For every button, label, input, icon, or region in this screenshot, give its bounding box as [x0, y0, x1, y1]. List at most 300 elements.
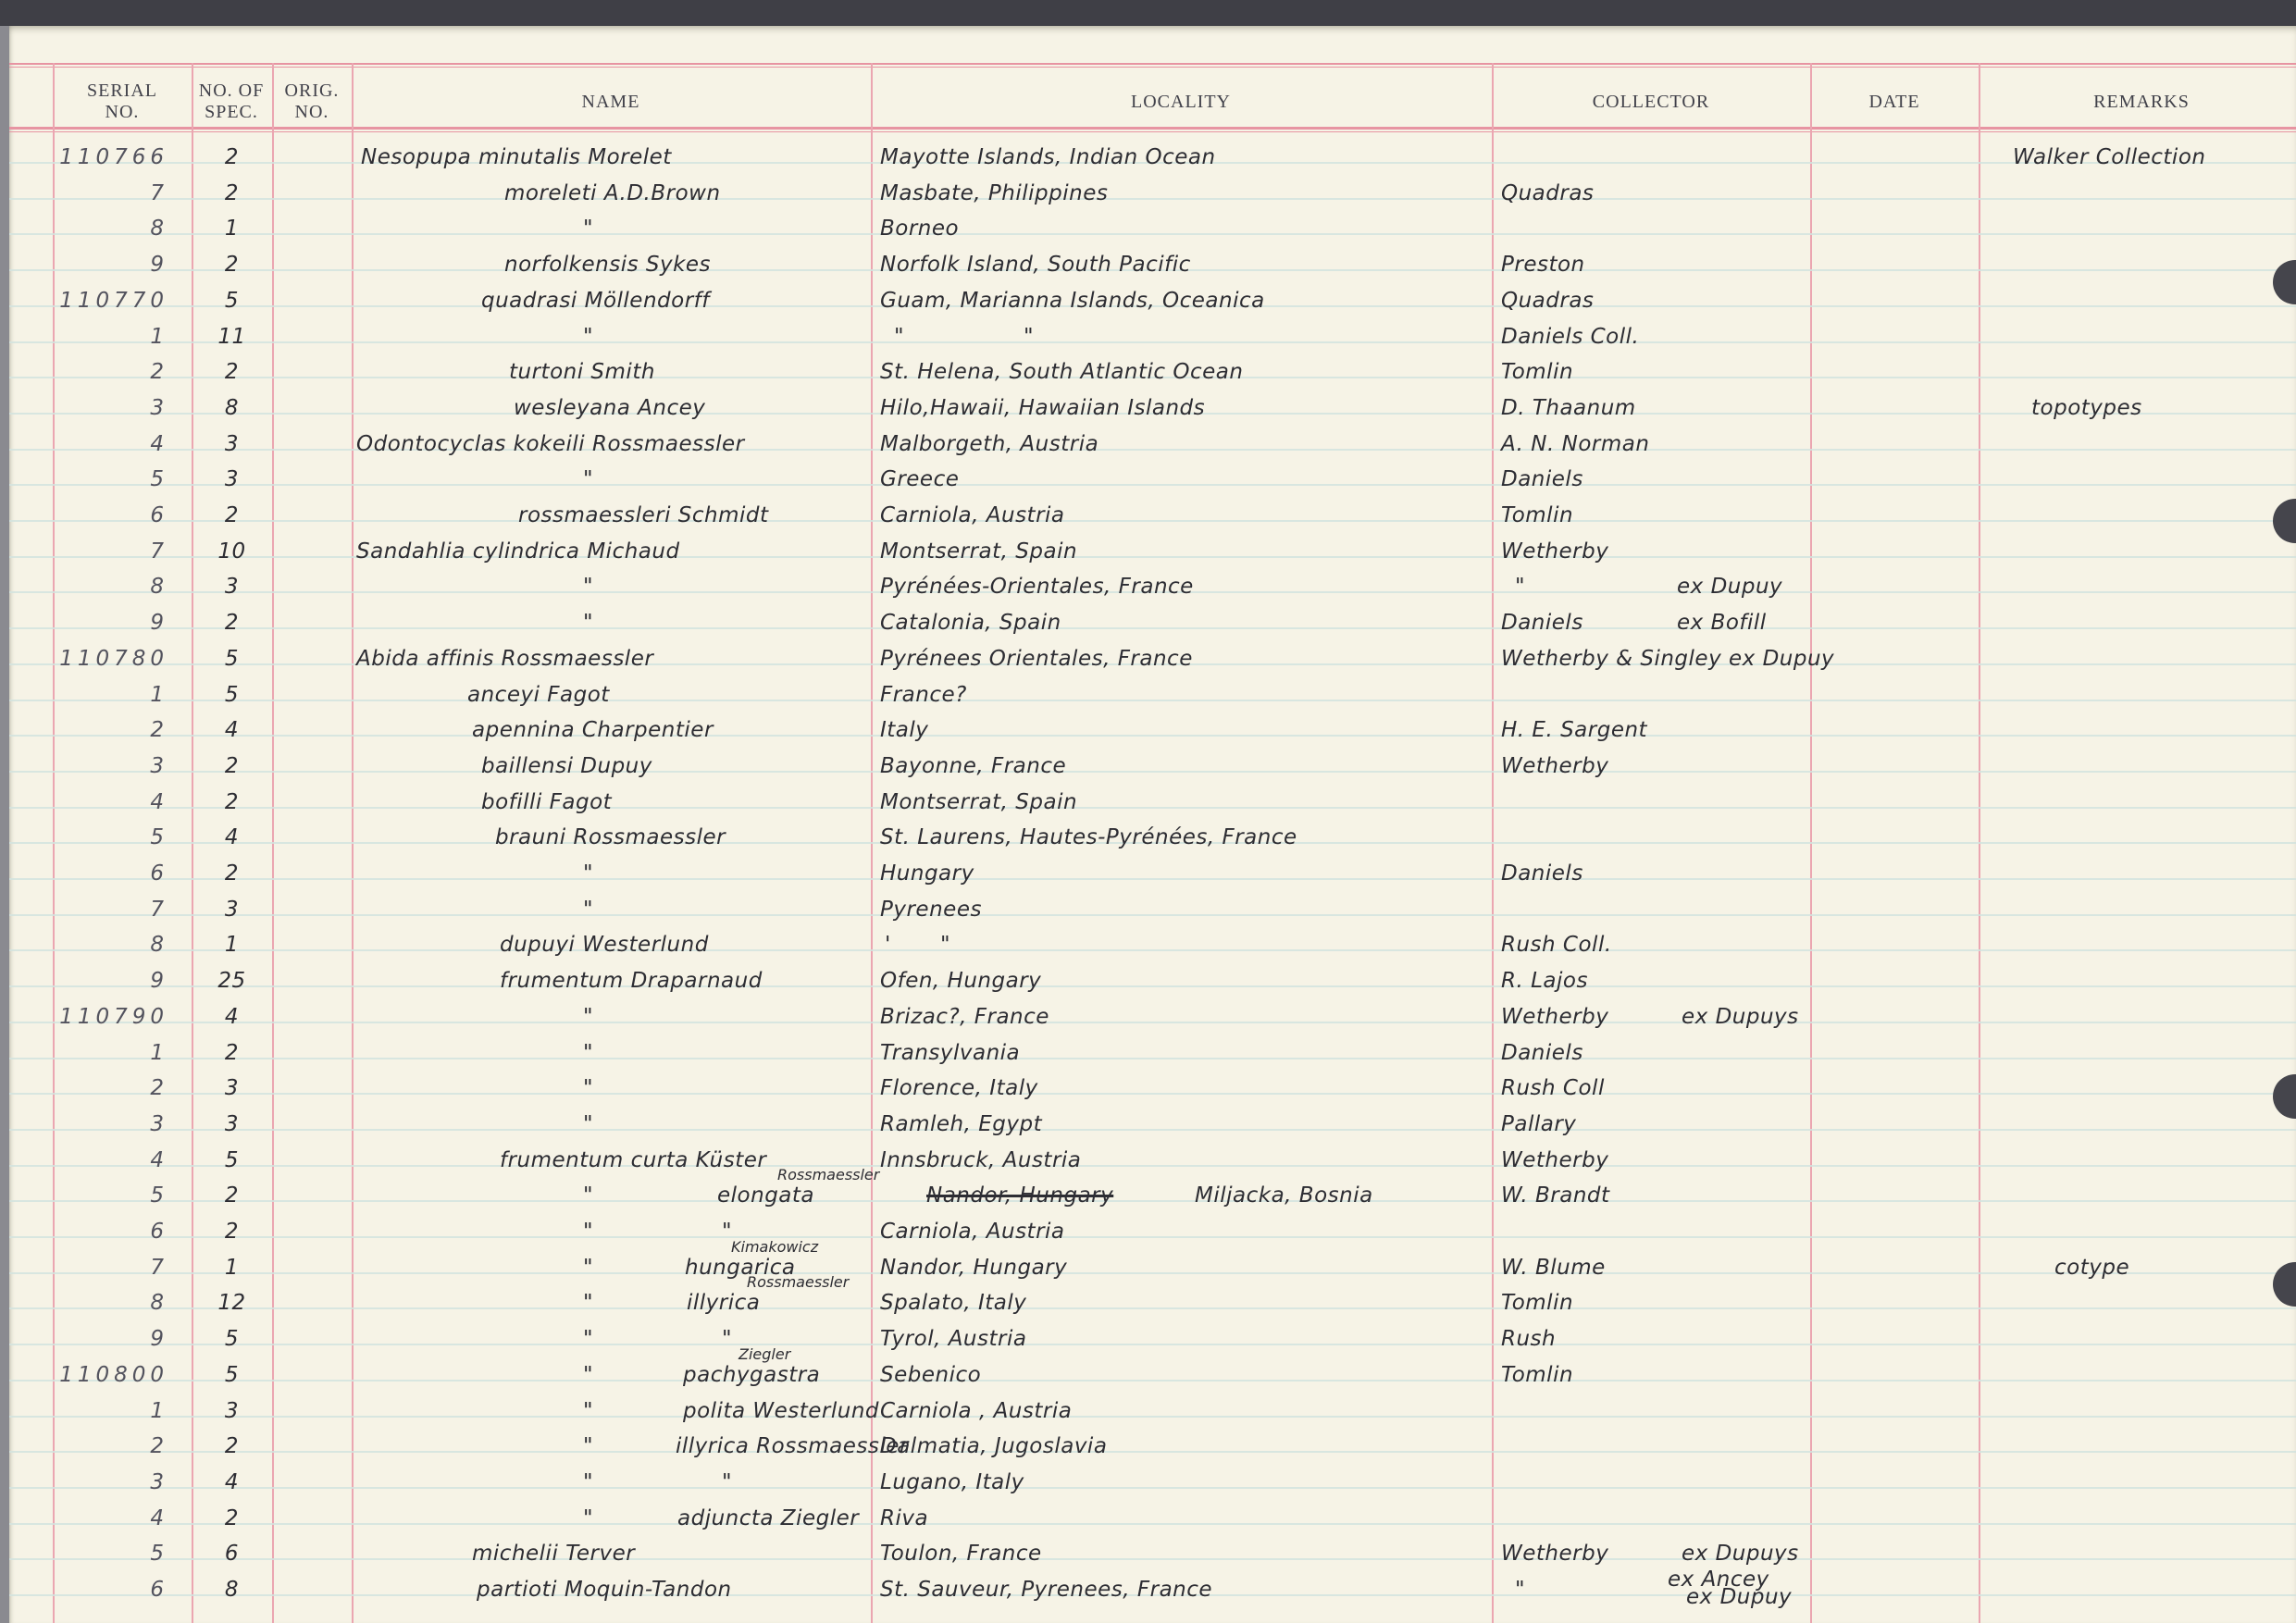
serial-number: 5: [150, 825, 168, 850]
name-text: dupuyi Westerlund: [500, 933, 709, 958]
spec-count-cell: [192, 1245, 272, 1281]
table-row: [53, 1567, 2296, 1609]
locality-text: Pyrénees Orientales, France: [880, 646, 1193, 671]
serial-cell: [53, 349, 168, 385]
serial-cell: [53, 456, 168, 492]
collector-text: ex Ancey: [1668, 1567, 1769, 1592]
table-row: [53, 1273, 2296, 1316]
locality-text: Tyrol, Austria: [880, 1327, 1027, 1352]
name-text: ": [583, 1362, 594, 1387]
spec-count-cell: [192, 886, 272, 923]
scan-left-page-edge: [0, 26, 9, 1623]
orig-no-cell: [272, 1245, 352, 1281]
locality-text: Hungary: [880, 861, 974, 886]
spec-count: 3: [224, 467, 240, 492]
locality-text: Greece: [880, 467, 960, 492]
spec-count-cell: [192, 779, 272, 815]
orig-no-cell: [272, 421, 352, 457]
spec-count: 3: [224, 897, 240, 922]
orig-no-cell: [272, 1030, 352, 1066]
spec-count: 2: [224, 360, 240, 385]
name-text: frumentum curta Küster: [500, 1147, 767, 1172]
name-text: ": [583, 1111, 594, 1136]
table-row: [53, 600, 2296, 636]
spec-count-cell: [192, 314, 272, 350]
orig-no-cell: [272, 1352, 352, 1388]
orig-no-cell: [272, 814, 352, 850]
locality-text: Nandor, Hungary: [926, 1183, 1114, 1208]
serial-cell: [53, 672, 168, 708]
orig-no-cell: [272, 1280, 352, 1316]
spec-count-cell: [192, 1388, 272, 1424]
locality-text: Borneo: [880, 217, 960, 242]
spec-count-cell: [192, 1423, 272, 1459]
name-text: ": [583, 1327, 594, 1352]
table-row: [53, 564, 2296, 600]
table-row: [53, 922, 2296, 958]
serial-cell: [53, 1280, 168, 1316]
spec-count: 1: [224, 933, 240, 958]
serial-cell: [53, 1065, 168, 1101]
serial-cell: [53, 242, 168, 278]
locality-text: Lugano, Italy: [880, 1469, 1024, 1494]
ledger-page: [9, 26, 2296, 1623]
spec-count-cell: [192, 1030, 272, 1066]
locality-text: Norfolk Island, South Pacific: [880, 253, 1191, 278]
locality-text: Italy: [880, 718, 929, 743]
orig-no-cell: [272, 492, 352, 528]
orig-no-cell: [272, 314, 352, 350]
serial-cell: [53, 707, 168, 743]
name-text: ": [722, 1220, 733, 1244]
collector-text: Tomlin: [1501, 1362, 1574, 1387]
table-row: [53, 1344, 2296, 1388]
serial-cell: [53, 779, 168, 815]
serial-number: 3: [150, 753, 168, 778]
serial-cell: [53, 1423, 168, 1459]
collector-text: Wetherby: [1501, 1147, 1609, 1172]
collector-text: W. Blume: [1501, 1255, 1606, 1280]
name-text: ": [583, 1076, 594, 1101]
locality-text: Malborgeth, Austria: [880, 431, 1099, 456]
author-superscript-text: Ziegler: [738, 1344, 791, 1363]
spec-count-cell: [192, 1101, 272, 1137]
orig-no-cell: [272, 564, 352, 600]
serial-cell: [53, 814, 168, 850]
table-row: [53, 1101, 2296, 1137]
remarks-text: topotypes: [2031, 395, 2142, 420]
serial-cell: [53, 886, 168, 923]
name-text: ": [583, 897, 594, 922]
spec-count-cell: [192, 492, 272, 528]
remarks-text: Walker Collection: [2013, 145, 2206, 169]
serial-number: 110800: [59, 1362, 168, 1387]
name-text: anceyi Fagot: [467, 682, 610, 707]
locality-text: Carniola , Austria: [880, 1398, 1073, 1423]
spec-count: 2: [224, 1220, 240, 1244]
collector-text: W. Brandt: [1501, 1183, 1610, 1208]
collector-text: ": [1515, 575, 1526, 600]
locality-text: Montserrat, Spain: [880, 539, 1078, 564]
name-text: bofilli Fagot: [481, 789, 613, 814]
name-text: frumentum Draparnaud: [500, 969, 763, 994]
locality-text: Masbate, Philippines: [880, 180, 1109, 205]
serial-cell: [53, 1245, 168, 1281]
serial-number: 1: [150, 682, 168, 707]
table-row: [53, 636, 2296, 672]
column-header-line: COLLECTOR: [1592, 91, 1710, 112]
orig-no-cell: [272, 636, 352, 672]
table-row: [53, 134, 2296, 170]
serial-number: 2: [150, 360, 168, 385]
orig-no-cell: [272, 1316, 352, 1352]
orig-no-cell: [272, 994, 352, 1030]
table-row: [53, 672, 2296, 708]
column-header-line: NO. OF: [198, 81, 265, 101]
spec-count: 5: [224, 1362, 240, 1387]
name-text: brauni Rossmaessler: [495, 825, 726, 850]
column-header-orig-no-: [272, 78, 352, 126]
name-text: pachygastra: [683, 1362, 821, 1387]
table-row: [53, 886, 2296, 923]
spec-count: 2: [224, 503, 240, 527]
orig-no-cell: [272, 958, 352, 994]
table-row: [53, 385, 2296, 421]
serial-number: 110770: [59, 288, 168, 313]
spec-count-cell: [192, 1208, 272, 1245]
spec-count: 10: [217, 539, 246, 564]
name-text: ": [583, 1505, 594, 1530]
name-text: wesleyana Ancey: [514, 395, 706, 420]
orig-no-cell: [272, 1137, 352, 1173]
spec-count-cell: [192, 994, 272, 1030]
collector-text: Daniels Coll.: [1501, 324, 1640, 349]
spec-count-cell: [192, 1137, 272, 1173]
name-text: illyrica Rossmaessler: [676, 1434, 909, 1459]
locality-text: ": [1024, 324, 1035, 349]
locality-text: Miljacka, Bosnia: [1195, 1183, 1373, 1208]
spec-count-cell: [192, 456, 272, 492]
serial-number: 9: [150, 611, 168, 636]
table-row: [53, 1530, 2296, 1567]
locality-text: ': [885, 933, 891, 958]
serial-cell: [53, 1316, 168, 1352]
spec-count: 2: [224, 145, 240, 169]
locality-text: St. Sauveur, Pyrenees, France: [880, 1578, 1213, 1602]
serial-cell: [53, 314, 168, 350]
locality-text: Transylvania: [880, 1040, 1021, 1065]
collector-text: Pallary: [1501, 1111, 1577, 1136]
table-row: [53, 1459, 2296, 1495]
serial-cell: [53, 1388, 168, 1424]
orig-no-cell: [272, 1423, 352, 1459]
collector-text: Wetherby: [1501, 1004, 1609, 1029]
serial-number: 1: [150, 1398, 168, 1423]
spec-count: 4: [224, 1469, 240, 1494]
collector-text: Tomlin: [1501, 360, 1574, 385]
author-superscript-text: Kimakowicz: [731, 1237, 819, 1256]
table-row: [53, 528, 2296, 564]
serial-number: 4: [150, 431, 168, 456]
orig-no-cell: [272, 528, 352, 564]
serial-number: 8: [150, 1291, 168, 1316]
spec-count: 25: [217, 969, 246, 994]
orig-no-cell: [272, 1101, 352, 1137]
name-text: Odontocyclas kokeili Rossmaessler: [356, 431, 745, 456]
table-row: [53, 1388, 2296, 1424]
column-header-line: REMARKS: [2093, 91, 2190, 112]
locality-text: Pyrenees: [880, 897, 982, 922]
spec-count-cell: [192, 1495, 272, 1531]
name-text: quadrasi Möllendorff: [481, 288, 710, 313]
serial-number: 1: [150, 1040, 168, 1065]
orig-no-cell: [272, 278, 352, 314]
collector-text: Daniels: [1501, 1040, 1583, 1065]
serial-cell: [53, 958, 168, 994]
collector-text: H. E. Sargent: [1501, 718, 1648, 743]
table-row: [53, 1208, 2296, 1245]
name-text: norfolkensis Sykes: [504, 253, 712, 278]
spec-count-cell: [192, 134, 272, 170]
locality-text: Spalato, Italy: [880, 1291, 1027, 1316]
name-text: polita Westerlund: [683, 1398, 880, 1423]
table-row: [53, 1423, 2296, 1459]
spec-count: 2: [224, 253, 240, 278]
table-row: [53, 170, 2296, 206]
collector-text: Daniels: [1501, 861, 1583, 886]
name-text: illyrica: [687, 1291, 761, 1316]
name-text: ": [583, 1291, 594, 1316]
table-row: [53, 814, 2296, 850]
serial-cell: [53, 1137, 168, 1173]
spec-count-cell: [192, 672, 272, 708]
table-row: [53, 242, 2296, 278]
serial-number: 6: [150, 861, 168, 886]
serial-cell: [53, 743, 168, 779]
collector-text: R. Lajos: [1501, 969, 1588, 994]
serial-number: 8: [150, 575, 168, 600]
serial-cell: [53, 636, 168, 672]
serial-cell: [53, 922, 168, 958]
locality-text: Innsbruck, Austria: [880, 1147, 1082, 1172]
orig-no-cell: [272, 600, 352, 636]
locality-text: Ofen, Hungary: [880, 969, 1042, 994]
spec-count-cell: [192, 205, 272, 242]
orig-no-cell: [272, 1530, 352, 1567]
locality-text: Montserrat, Spain: [880, 789, 1078, 814]
collector-text: Wetherby: [1501, 753, 1609, 778]
spec-count-cell: [192, 1316, 272, 1352]
orig-no-cell: [272, 779, 352, 815]
column-header-no-of-spec-: [192, 78, 272, 126]
serial-cell: [53, 1101, 168, 1137]
spec-count: 11: [217, 324, 246, 349]
serial-cell: [53, 1352, 168, 1388]
table-row: [53, 314, 2296, 350]
spec-count-cell: [192, 1280, 272, 1316]
collector-text: ex Dupuys: [1682, 1004, 1799, 1029]
name-text: adjuncta Ziegler: [677, 1505, 860, 1530]
spec-count-cell: [192, 349, 272, 385]
table-row: [53, 779, 2296, 815]
name-text: hungarica: [685, 1255, 796, 1280]
column-header-remarks: [1980, 78, 2296, 126]
spec-count: 2: [224, 1434, 240, 1459]
serial-cell: [53, 1208, 168, 1245]
spec-count: 5: [224, 1147, 240, 1172]
name-text: ": [583, 217, 594, 242]
locality-text: Florence, Italy: [880, 1076, 1038, 1101]
serial-number: 7: [150, 539, 168, 564]
collector-text: ex Bofill: [1677, 611, 1767, 636]
spec-count: 3: [224, 575, 240, 600]
spec-count: 2: [224, 1040, 240, 1065]
spec-count-cell: [192, 922, 272, 958]
spec-count: 6: [224, 1542, 240, 1567]
spec-count: 3: [224, 1076, 240, 1101]
spec-count: 4: [224, 825, 240, 850]
serial-cell: [53, 600, 168, 636]
locality-text: ": [894, 324, 905, 349]
spec-count: 2: [224, 1183, 240, 1208]
name-text: ": [583, 1434, 594, 1459]
serial-number: 1: [150, 324, 168, 349]
orig-no-cell: [272, 385, 352, 421]
collector-text: Rush Coll: [1501, 1076, 1605, 1101]
spec-count-cell: [192, 242, 272, 278]
locality-text: France?: [880, 682, 967, 707]
locality-text: Catalonia, Spain: [880, 611, 1061, 636]
spec-count-cell: [192, 1352, 272, 1388]
column-header-serial-no-: [53, 78, 192, 126]
serial-cell: [53, 564, 168, 600]
column-header-collector: [1492, 78, 1810, 126]
author-superscript-text: Rossmaessler: [777, 1166, 880, 1184]
table-row: [53, 1030, 2296, 1066]
locality-text: Guam, Marianna Islands, Oceanica: [880, 288, 1265, 313]
name-text: ": [583, 611, 594, 636]
name-text: turtoni Smith: [509, 360, 655, 385]
table-row: [53, 492, 2296, 528]
spec-count-cell: [192, 743, 272, 779]
serial-number: 2: [150, 1076, 168, 1101]
collector-text: Quadras: [1501, 288, 1595, 313]
orig-no-cell: [272, 922, 352, 958]
serial-number: 5: [150, 1542, 168, 1567]
orig-no-cell: [272, 1065, 352, 1101]
table-row: [53, 1316, 2296, 1352]
orig-no-cell: [272, 1567, 352, 1603]
collector-text: Wetherby: [1501, 539, 1609, 564]
spec-count: 8: [224, 1578, 240, 1602]
serial-number: 4: [150, 1147, 168, 1172]
serial-cell: [53, 1567, 168, 1603]
name-text: michelii Terver: [472, 1542, 636, 1567]
name-text: baillensi Dupuy: [481, 753, 652, 778]
collector-text: ex Dupuy: [1686, 1585, 1793, 1609]
name-text: ": [583, 1469, 594, 1494]
orig-no-cell: [272, 1388, 352, 1424]
serial-number: 8: [150, 217, 168, 242]
spec-count-cell: [192, 1567, 272, 1603]
column-header-line: NAME: [581, 91, 640, 112]
serial-number: 4: [150, 1505, 168, 1530]
serial-cell: [53, 385, 168, 421]
orig-no-cell: [272, 242, 352, 278]
collector-text: ": [1515, 1578, 1526, 1602]
name-text: ": [722, 1469, 733, 1494]
serial-cell: [53, 1495, 168, 1531]
spec-count: 5: [224, 646, 240, 671]
spec-count-cell: [192, 1172, 272, 1208]
spec-count: 2: [224, 1505, 240, 1530]
spec-count: 5: [224, 682, 240, 707]
serial-number: 6: [150, 1220, 168, 1244]
orig-no-cell: [272, 850, 352, 886]
table-row: [53, 278, 2296, 314]
orig-no-cell: [272, 672, 352, 708]
table-row: [53, 958, 2296, 994]
collector-text: A. N. Norman: [1501, 431, 1650, 456]
table-row: [53, 1166, 2296, 1208]
name-text: moreleti A.D.Brown: [504, 180, 721, 205]
spec-count-cell: [192, 564, 272, 600]
serial-number: 6: [150, 1578, 168, 1602]
spec-count-cell: [192, 385, 272, 421]
name-text: rossmaessleri Schmidt: [518, 503, 769, 527]
spec-count: 2: [224, 180, 240, 205]
collector-text: Rush: [1501, 1327, 1557, 1352]
locality-text: Pyrénées-Orientales, France: [880, 575, 1194, 600]
locality-text: Ramleh, Egypt: [880, 1111, 1043, 1136]
serial-number: 3: [150, 1469, 168, 1494]
spec-count: 4: [224, 718, 240, 743]
collector-text: Tomlin: [1501, 503, 1574, 527]
serial-cell: [53, 134, 168, 170]
spec-count-cell: [192, 1530, 272, 1567]
column-header-line: DATE: [1868, 91, 1920, 112]
orig-no-cell: [272, 707, 352, 743]
spec-count-cell: [192, 958, 272, 994]
locality-text: Toulon, France: [880, 1542, 1042, 1567]
name-text: Abida affinis Rossmaessler: [356, 646, 654, 671]
spec-count: 2: [224, 611, 240, 636]
orig-no-cell: [272, 1208, 352, 1245]
column-header-name: [352, 78, 870, 126]
serial-number: 7: [150, 180, 168, 205]
collector-text: Wetherby & Singley ex Dupuy: [1501, 646, 1835, 671]
column-header-line: SPEC.: [205, 102, 258, 122]
serial-number: 8: [150, 933, 168, 958]
column-header-date: [1810, 78, 1979, 126]
orig-no-cell: [272, 1495, 352, 1531]
table-row: [53, 456, 2296, 492]
collector-text: Rush Coll.: [1501, 933, 1612, 958]
spec-count: 3: [224, 1398, 240, 1423]
name-text: ": [583, 1220, 594, 1244]
serial-cell: [53, 1030, 168, 1066]
serial-cell: [53, 278, 168, 314]
collector-text: Wetherby: [1501, 1542, 1609, 1567]
serial-number: 7: [150, 897, 168, 922]
name-text: Nesopupa minutalis Morelet: [361, 145, 672, 169]
serial-number: 110790: [59, 1004, 168, 1029]
orig-no-cell: [272, 1459, 352, 1495]
name-text: elongata: [717, 1183, 814, 1208]
serial-number: 9: [150, 1327, 168, 1352]
serial-number: 5: [150, 467, 168, 492]
column-header-line: LOCALITY: [1131, 91, 1231, 112]
